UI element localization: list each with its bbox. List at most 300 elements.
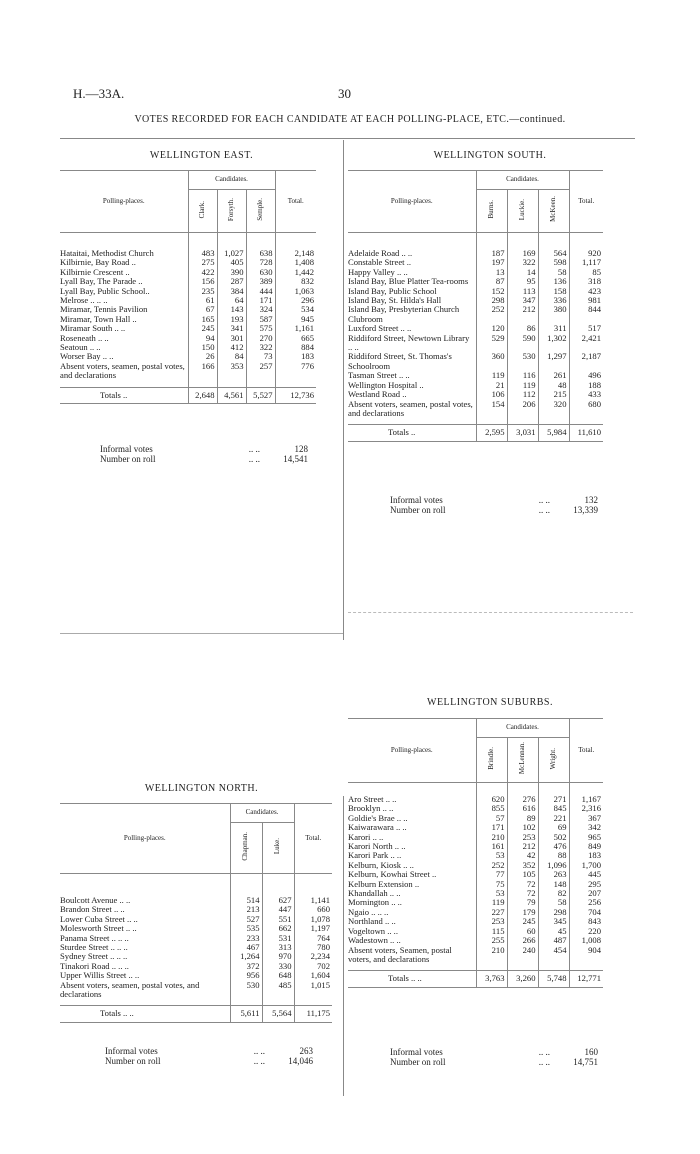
vote-count: 57	[476, 814, 507, 823]
polling-place-name: Island Bay, Blue Platter Tea-rooms	[348, 276, 469, 287]
row-total: 884	[275, 343, 316, 352]
totals-value: 5,748	[538, 971, 569, 987]
candidate-name-header	[538, 738, 569, 783]
vote-count: 855	[476, 804, 507, 813]
row-total: 517	[569, 324, 603, 333]
row-total: 780	[294, 943, 332, 952]
vote-count: 215	[538, 390, 569, 399]
vote-count: 728	[246, 258, 275, 267]
polling-place-name: Absent voters, Seamen, postal voters, and declarations	[348, 944, 452, 964]
polling-place-name: Tinakori Road .. .. ..	[60, 960, 129, 971]
vote-count: 1,264	[230, 952, 262, 961]
vote-count: 345	[538, 917, 569, 926]
polling-place-name: Island Bay, St. Hilda's Hall	[348, 295, 442, 306]
vote-count: 95	[507, 277, 538, 286]
north-title: WELLINGTON NORTH.	[144, 783, 259, 794]
vote-count: 213	[230, 905, 262, 914]
vote-count: 106	[476, 390, 507, 399]
vote-count: 245	[507, 917, 538, 926]
row-total: 2,234	[294, 952, 332, 961]
vote-count: 169	[507, 249, 538, 258]
roll-label: Number on roll	[100, 454, 156, 464]
row-total: 843	[569, 917, 603, 926]
vote-count: 447	[262, 905, 294, 914]
row-total: 534	[275, 305, 316, 314]
vote-count: 116	[507, 371, 538, 380]
polling-place-name: Kelburn, Kowhai Street ..	[348, 869, 437, 880]
vote-count: 956	[230, 971, 262, 980]
vote-count: 341	[217, 324, 246, 333]
vote-count: 287	[217, 277, 246, 286]
totals-value: 3,763	[476, 971, 507, 987]
candidate-name: Burns.	[486, 200, 495, 219]
vote-count: 266	[507, 936, 538, 945]
vote-count: 227	[476, 908, 507, 917]
vote-count: 187	[476, 249, 507, 258]
vote-count: 1,297	[538, 352, 569, 371]
polling-place-name: Upper Willis Street .. ..	[60, 970, 140, 981]
table-row	[348, 305, 603, 324]
polling-place-name: Riddiford Street, Newtown Library .. ..	[348, 332, 470, 353]
vote-count: 444	[246, 287, 275, 296]
polling-place-name: Boulcott Avenue .. ..	[60, 895, 131, 905]
polling-places-header: Polling-places.	[60, 171, 188, 233]
candidates-header: Candidates.	[230, 804, 294, 823]
grand-total: 11,175	[294, 1006, 332, 1022]
vote-count: 64	[217, 296, 246, 305]
vote-count: 165	[188, 315, 217, 324]
polling-place-name: Karori .. ..	[348, 831, 384, 842]
vote-count: 75	[476, 880, 507, 889]
vote-count: 535	[230, 924, 262, 933]
vote-count: 210	[476, 946, 507, 965]
vote-count: 21	[476, 381, 507, 390]
totals-value: 5,984	[538, 425, 569, 441]
polling-place-name: Kilbirnie Crescent ..	[60, 266, 130, 277]
vote-count: 598	[538, 258, 569, 267]
vote-count: 275	[188, 258, 217, 267]
totals-label: Totals .. ..	[60, 1006, 230, 1022]
vote-count: 662	[262, 924, 294, 933]
vote-count: 352	[507, 861, 538, 870]
vote-count: 253	[507, 833, 538, 842]
vote-count: 245	[188, 324, 217, 333]
vote-count: 529	[476, 334, 507, 353]
vote-count: 252	[476, 305, 507, 324]
page-number: 30	[338, 86, 351, 101]
polling-places-header: Polling-places.	[60, 804, 230, 874]
candidates-header: Candidates.	[476, 171, 569, 190]
roll-label: Number on roll	[105, 1056, 161, 1066]
candidate-name-header	[230, 823, 262, 874]
vote-count: 152	[476, 287, 507, 296]
vote-count: 330	[262, 962, 294, 971]
vote-count: 143	[217, 305, 246, 314]
row-total: 433	[569, 390, 603, 399]
vote-count: 253	[476, 917, 507, 926]
suburbs-title: WELLINGTON SUBURBS.	[427, 697, 553, 708]
candidate-name-header	[217, 190, 246, 233]
vote-count: 271	[538, 795, 569, 804]
row-total: 981	[569, 296, 603, 305]
vote-count: 320	[538, 400, 569, 419]
vote-count: 77	[476, 870, 507, 879]
vote-count: 13	[476, 268, 507, 277]
polling-place-name: Constable Street ..	[348, 257, 412, 268]
vote-count: 301	[217, 334, 246, 343]
table-row	[348, 334, 603, 353]
suburbs-footer: Informal votes .. .. 160 Number on roll .. .. 14,751	[390, 1047, 598, 1067]
table-row	[348, 946, 603, 965]
column-divider-lower	[343, 796, 344, 1096]
vote-count: 360	[476, 352, 507, 371]
section-divider-right	[348, 612, 633, 613]
polling-place-name: Miramar, Town Hall ..	[60, 313, 137, 324]
row-total: 1,167	[569, 795, 603, 804]
vote-count: 514	[230, 896, 262, 905]
row-total: 849	[569, 842, 603, 851]
vote-count: 156	[188, 277, 217, 286]
vote-count: 240	[507, 946, 538, 965]
vote-count: 86	[507, 324, 538, 333]
vote-count: 72	[507, 889, 538, 898]
vote-count: 193	[217, 315, 246, 324]
vote-count: 252	[476, 861, 507, 870]
row-total: 665	[275, 334, 316, 343]
row-total: 318	[569, 277, 603, 286]
polling-place-name: Karori Park .. ..	[348, 850, 402, 861]
row-total: 295	[569, 880, 603, 889]
row-total: 704	[569, 908, 603, 917]
total-header: Total.	[569, 719, 603, 783]
totals-label: Totals .. ..	[348, 971, 476, 987]
row-total: 2,421	[569, 334, 603, 353]
totals-label: Totals ..	[348, 425, 476, 441]
document-reference: H.—33A.	[73, 86, 125, 101]
page-subtitle: VOTES RECORDED FOR EACH CANDIDATE AT EACH POLLING-PLACE, ETC.—continued.	[134, 114, 566, 125]
vote-count: 502	[538, 833, 569, 842]
row-total: 496	[569, 371, 603, 380]
north-table	[60, 803, 343, 1023]
vote-count: 58	[538, 268, 569, 277]
vote-count: 69	[538, 823, 569, 832]
polling-place-name: Absent voters, seamen, postal votes, and declarations	[60, 979, 200, 1000]
polling-place-name: Wadestown .. ..	[348, 935, 401, 946]
candidate-name-header	[246, 190, 275, 233]
vote-count: 113	[507, 287, 538, 296]
vote-count: 530	[230, 981, 262, 1000]
vote-count: 347	[507, 296, 538, 305]
vote-count: 564	[538, 249, 569, 258]
vote-count: 206	[507, 400, 538, 419]
vote-count: 166	[188, 362, 217, 381]
vote-count: 353	[217, 362, 246, 381]
informal-value: 263	[299, 1046, 313, 1056]
table-row	[348, 400, 603, 419]
vote-count: 390	[217, 268, 246, 277]
vote-count: 380	[538, 305, 569, 324]
vote-count: 73	[246, 352, 275, 361]
vote-count: 970	[262, 952, 294, 961]
polling-place-name: Northland .. ..	[348, 916, 396, 927]
roll-value: 13,339	[573, 505, 598, 515]
vote-count: 648	[262, 971, 294, 980]
vote-count: 261	[538, 371, 569, 380]
polling-place-name: Brooklyn .. ..	[348, 803, 394, 814]
totals-value: 5,527	[246, 387, 275, 403]
totals-label: Totals ..	[60, 387, 188, 403]
polling-place-name: Kelburn Extension ..	[348, 878, 420, 889]
polling-place-name: Hataitai, Methodist Church	[60, 248, 154, 258]
vote-count: 72	[507, 880, 538, 889]
candidate-name: Luke.	[273, 838, 282, 855]
row-total: 764	[294, 934, 332, 943]
row-total: 680	[569, 400, 603, 419]
polling-place-name: Miramar South .. ..	[60, 323, 126, 334]
candidate-name: Chapman.	[241, 832, 250, 861]
informal-label: Informal votes	[390, 495, 443, 505]
vote-count: 105	[507, 870, 538, 879]
polling-place-name: Sydney Street .. .. ..	[60, 951, 128, 962]
total-header: Total.	[275, 171, 316, 233]
vote-count: 60	[507, 927, 538, 936]
polling-place-name: Wellington Hospital ..	[348, 379, 424, 390]
roll-label: Number on roll	[390, 505, 446, 515]
roll-value: 14,541	[283, 454, 308, 464]
candidate-name: Clark.	[197, 200, 206, 218]
vote-count: 630	[246, 268, 275, 277]
vote-count: 1,096	[538, 861, 569, 870]
polling-place-name: Island Bay, Presbyterian Church Clubroom	[348, 304, 460, 324]
row-total: 183	[275, 352, 316, 361]
row-total: 1,197	[294, 924, 332, 933]
informal-value: 160	[584, 1047, 598, 1057]
polling-place-name: Sturdee Street .. .. ..	[60, 942, 128, 953]
candidate-name-header	[188, 190, 217, 233]
vote-count: 119	[476, 371, 507, 380]
row-total: 1,063	[275, 287, 316, 296]
row-total: 1,141	[294, 896, 332, 905]
vote-count: 311	[538, 324, 569, 333]
row-total: 1,015	[294, 981, 332, 1000]
vote-count: 158	[538, 287, 569, 296]
totals-row	[60, 387, 316, 403]
vote-count: 372	[230, 962, 262, 971]
vote-count: 276	[507, 795, 538, 804]
vote-count: 48	[538, 381, 569, 390]
total-header: Total.	[569, 171, 603, 233]
vote-count: 154	[476, 400, 507, 419]
totals-value: 4,561	[217, 387, 246, 403]
row-total: 220	[569, 927, 603, 936]
polling-place-name: Kelburn, Kiosk .. ..	[348, 859, 414, 870]
vote-count: 389	[246, 277, 275, 286]
informal-value: 132	[584, 495, 598, 505]
vote-count: 384	[217, 287, 246, 296]
vote-count: 84	[217, 352, 246, 361]
candidate-name-header	[507, 190, 538, 233]
vote-count: 531	[262, 934, 294, 943]
polling-place-name: Lyall Bay, Public School..	[60, 285, 150, 296]
polling-place-name: Mornington .. ..	[348, 897, 402, 908]
row-total: 1,700	[569, 861, 603, 870]
row-total: 1,161	[275, 324, 316, 333]
candidates-header: Candidates.	[188, 171, 275, 190]
candidate-name: Luckie.	[517, 198, 526, 220]
vote-count: 210	[476, 833, 507, 842]
top-rule	[60, 138, 635, 139]
grand-total: 12,771	[569, 971, 603, 987]
north-footer: Informal votes .. .. 263 Number on roll .. .. 14,046	[105, 1046, 313, 1066]
row-total: 2,148	[275, 249, 316, 258]
polling-place-name: Worser Bay .. ..	[60, 351, 114, 362]
polling-place-name: Lyall Bay, The Parade ..	[60, 276, 143, 287]
row-total: 1,442	[275, 268, 316, 277]
vote-count: 61	[188, 296, 217, 305]
candidate-name-header	[507, 738, 538, 783]
vote-count: 467	[230, 943, 262, 952]
vote-count: 590	[507, 334, 538, 353]
polling-place-name: Happy Valley .. ..	[348, 266, 408, 277]
south-title: WELLINGTON SOUTH.	[433, 150, 547, 161]
vote-count: 298	[476, 296, 507, 305]
row-total: 660	[294, 905, 332, 914]
polling-place-name: Tasman Street .. ..	[348, 370, 410, 381]
row-total: 188	[569, 381, 603, 390]
vote-count: 422	[188, 268, 217, 277]
roll-value: 14,751	[573, 1057, 598, 1067]
vote-count: 551	[262, 915, 294, 924]
vote-count: 88	[538, 851, 569, 860]
polling-place-name: Riddiford Street, St. Thomas's Schoolroom	[348, 351, 452, 371]
vote-count: 45	[538, 927, 569, 936]
polling-place-name: Kilbirnie, Bay Road ..	[60, 257, 136, 268]
polling-place-name: Goldie's Brae .. ..	[348, 812, 408, 823]
vote-count: 53	[476, 889, 507, 898]
row-total: 207	[569, 889, 603, 898]
row-total: 256	[569, 898, 603, 907]
polling-place-name: Kaiwarawara .. ..	[348, 822, 407, 833]
vote-count: 58	[538, 898, 569, 907]
vote-count: 119	[507, 381, 538, 390]
totals-value: 5,611	[230, 1006, 262, 1022]
polling-place-name: Panama Street .. .. ..	[60, 932, 129, 943]
vote-count: 161	[476, 842, 507, 851]
vote-count: 336	[538, 296, 569, 305]
vote-count: 171	[476, 823, 507, 832]
vote-count: 405	[217, 258, 246, 267]
candidate-name: McLennan.	[517, 742, 526, 775]
vote-count: 638	[246, 249, 275, 258]
totals-value: 3,031	[507, 425, 538, 441]
vote-count: 212	[507, 842, 538, 851]
row-total: 945	[275, 315, 316, 324]
vote-count: 235	[188, 287, 217, 296]
totals-value: 2,595	[476, 425, 507, 441]
vote-count: 257	[246, 362, 275, 381]
candidate-name-header	[262, 823, 294, 874]
row-total: 832	[275, 277, 316, 286]
vote-count: 87	[476, 277, 507, 286]
row-total: 296	[275, 296, 316, 305]
polling-place-name: Absent voters, seamen, postal votes, and declarations	[60, 360, 185, 381]
row-total: 844	[569, 305, 603, 324]
vote-count: 587	[246, 315, 275, 324]
polling-place-name: Westland Road ..	[348, 389, 407, 400]
totals-value: 3,260	[507, 971, 538, 987]
south-table	[348, 170, 635, 442]
vote-count: 102	[507, 823, 538, 832]
suburbs-table	[348, 718, 635, 988]
polling-place-name: Seatoun .. ..	[60, 342, 101, 353]
totals-value: 5,564	[262, 1006, 294, 1022]
vote-count: 179	[507, 908, 538, 917]
polling-place-name: Adelaide Road .. ..	[348, 248, 413, 258]
polling-place-name: Miramar, Tennis Pavilion	[60, 304, 148, 315]
polling-place-name: Vogeltown .. ..	[348, 925, 398, 936]
row-total: 445	[569, 870, 603, 879]
informal-label: Informal votes	[105, 1046, 158, 1056]
vote-count: 82	[538, 889, 569, 898]
vote-count: 221	[538, 814, 569, 823]
totals-row	[348, 425, 603, 441]
row-total: 85	[569, 268, 603, 277]
polling-places-header: Polling-places.	[348, 171, 476, 233]
vote-count: 255	[476, 936, 507, 945]
vote-count: 1,302	[538, 334, 569, 353]
row-total: 423	[569, 287, 603, 296]
polling-place-name: Luxford Street .. ..	[348, 323, 412, 334]
row-total: 776	[275, 362, 316, 381]
row-total: 1,604	[294, 971, 332, 980]
vote-count: 263	[538, 870, 569, 879]
candidate-name: Brindle.	[486, 746, 495, 770]
candidate-name: Forsyth.	[226, 197, 235, 221]
polling-place-name: Absent voters, seamen, postal votes, and declarations	[348, 398, 473, 418]
candidate-name: McKeen.	[548, 196, 557, 223]
vote-count: 322	[246, 343, 275, 352]
row-total: 342	[569, 823, 603, 832]
polling-place-name: Lower Cuba Street .. ..	[60, 913, 138, 924]
vote-count: 483	[188, 249, 217, 258]
column-divider-upper	[343, 140, 344, 640]
vote-count: 454	[538, 946, 569, 965]
table-row	[348, 352, 603, 371]
vote-count: 197	[476, 258, 507, 267]
polling-place-name: Melrose .. .. ..	[60, 295, 108, 306]
vote-count: 112	[507, 390, 538, 399]
polling-place-name: Ngaio .. .. ..	[348, 906, 389, 917]
vote-count: 67	[188, 305, 217, 314]
polling-place-name: Brandon Street .. ..	[60, 904, 125, 915]
row-total: 367	[569, 814, 603, 823]
candidates-header: Candidates.	[476, 719, 569, 738]
vote-count: 270	[246, 334, 275, 343]
vote-count: 485	[262, 981, 294, 1000]
vote-count: 26	[188, 352, 217, 361]
candidate-name-header	[538, 190, 569, 233]
vote-count: 313	[262, 943, 294, 952]
polling-place-name: Khandallah .. ..	[348, 888, 401, 899]
row-total: 965	[569, 833, 603, 842]
row-total: 1,008	[569, 936, 603, 945]
vote-count: 212	[507, 305, 538, 324]
east-footer: Informal votes .. .. 128 Number on roll .. .. 14,541	[100, 444, 308, 464]
vote-count: 620	[476, 795, 507, 804]
vote-count: 120	[476, 324, 507, 333]
row-total: 904	[569, 946, 603, 965]
vote-count: 324	[246, 305, 275, 314]
